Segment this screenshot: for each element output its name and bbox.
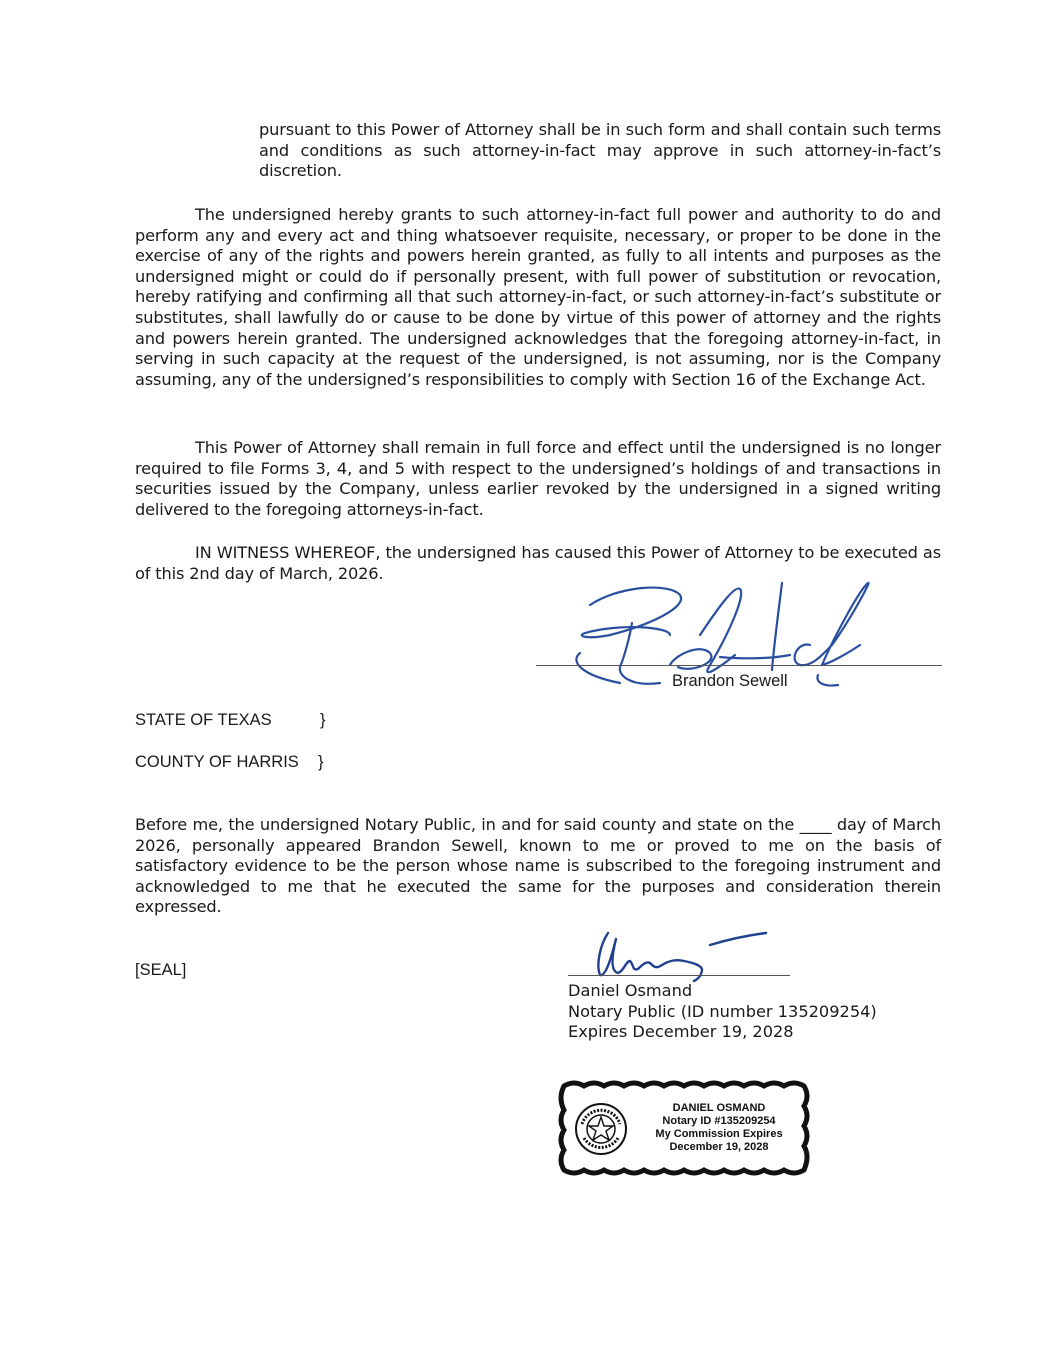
notary-signature-line [568, 975, 790, 976]
venue-brace: } [318, 753, 324, 771]
notary-expiration: Expires December 19, 2028 [568, 1022, 794, 1042]
notary-name: Daniel Osmand [568, 981, 693, 1000]
notary-block [568, 981, 877, 1043]
paragraph-duration [135, 438, 941, 520]
venue-brace: } [320, 711, 326, 729]
paragraph-acknowledgment: Before me, the undersigned Notary Public, in and for said county and state on the ____ day of March 2026, personally appeared Brandon Sewell, known to me or proved to me on the basis of satisfactory evidence to be the person whose name is subscribed to the foregoing instrument and acknowledged to me that he executed the same for the purposes and consideration therein expressed. [135, 815, 941, 917]
paragraph-text: This Power of Attorney shall remain in full force and effect until the undersigned is no longer required to file Forms 3, 4, and 5 with respect to the undersigned’s holdings of and transactions in securities issued by the Company, unless earlier revoked by the undersigned in a signed writing delivered to the foregoing attorneys-in-fact. [135, 438, 941, 519]
notary-stamp [558, 1080, 810, 1176]
notary-signature-icon [590, 925, 790, 985]
paragraph-text: IN WITNESS WHEREOF, the undersigned has caused this Power of Attorney to be executed as of this 2nd day of March, 2026. [135, 543, 941, 583]
paragraph-grant-of-authority [135, 205, 941, 390]
stamp-commission-label: My Commission Expires [655, 1128, 783, 1140]
venue-state: STATE OF TEXAS [135, 711, 272, 729]
stamp-commission-date: December 19, 2028 [669, 1141, 769, 1153]
texas-notary-seal-icon [574, 1102, 628, 1156]
signer-signature-line [536, 665, 942, 666]
signer-name: Brandon Sewell [672, 672, 788, 690]
seal-label: [SEAL] [135, 961, 187, 979]
stamp-name: DANIEL OSMAND [672, 1102, 766, 1114]
paragraph-continuation: pursuant to this Power of Attorney shall be in such form and shall contain such terms and conditions as such attorney-in-fact may approve in such attorney-in-fact’s discretion. [259, 120, 941, 181]
stamp-notary-id: Notary ID #135209254 [662, 1115, 776, 1127]
notary-title: Notary Public (ID number 135209254) [568, 1001, 877, 1021]
paragraph-text: The undersigned hereby grants to such attorney-in-fact full power and authority to do and perform any and every act and thing whatsoever requisite, necessary, or proper to be done in the exercise of any of the rights and powers herein granted, as fully to all intents and purposes as the undersigned might or could do if personally present, with full power of substitution or revocation, hereby ratifying and confirming all that such attorney-in-fact, or such attorney-in-fact’s substitute or substitutes, shall lawfully do or cause to be done by virtue of this power of attorney and the rights and powers herein granted. The undersigned acknowledges that the foregoing attorney-in-fact, in serving in such capacity at the request of the undersigned, is not assuming, nor is the Company assuming, any of the undersigned’s responsibilities to comply with Section 16 of the Exchange Act. [135, 205, 941, 389]
venue-county: COUNTY OF HARRIS [135, 753, 299, 771]
stamp-text [644, 1102, 794, 1154]
